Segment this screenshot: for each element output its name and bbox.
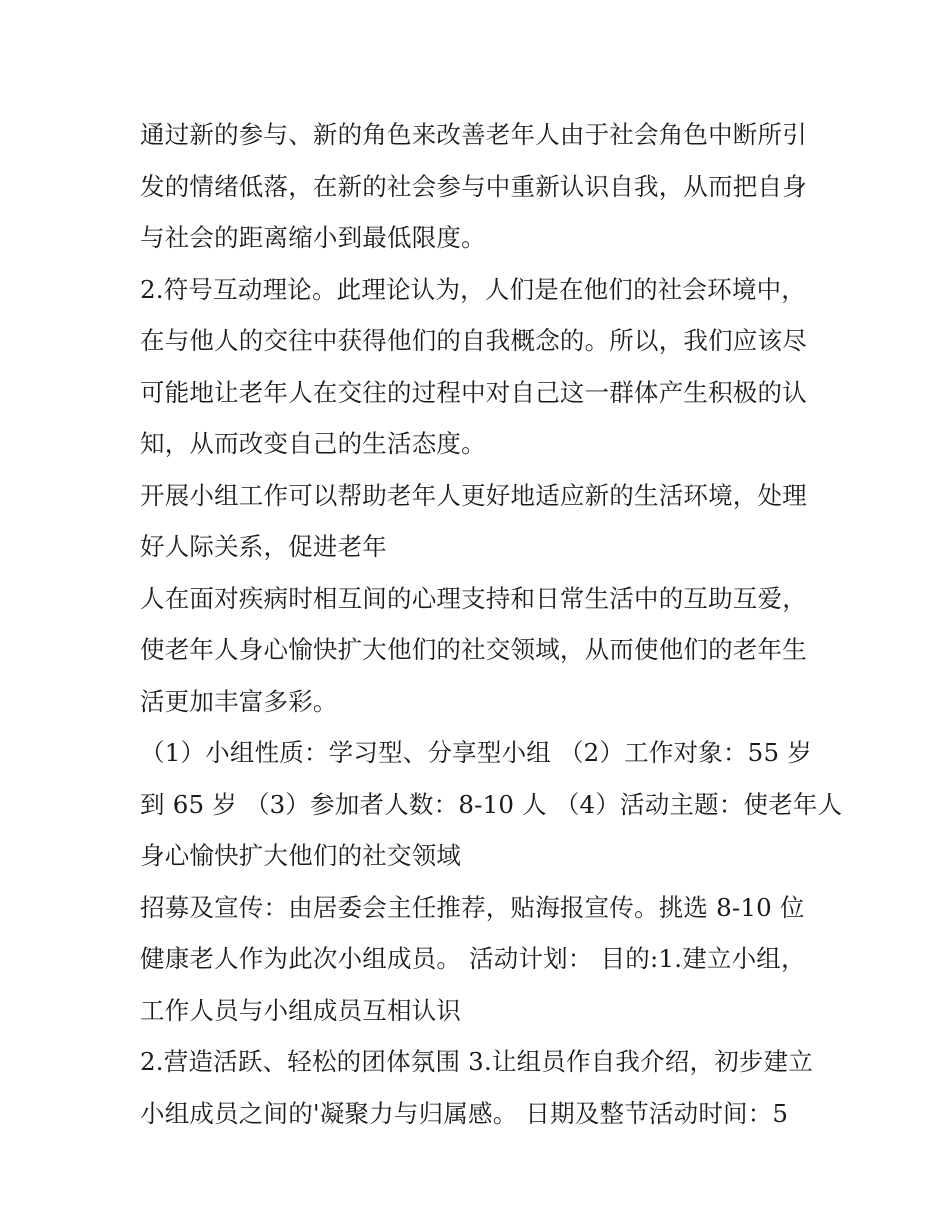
text-line-4: 2.符号互动理论。此理论认为，人们是在他们的社会环境中， <box>140 274 806 304</box>
text-line-11: 使老年人身心愉快扩大他们的社交领域，从而使他们的老年生 <box>140 635 807 664</box>
text-line-3: 与社会的距离缩小到最低限度。 <box>140 223 486 252</box>
text-line-18: 工作人员与小组成员互相认识 <box>140 995 462 1025</box>
text-line-8: 开展小组工作可以帮助老年人更好地适应新的生活环境，处理 <box>140 480 807 510</box>
text-line-12: 活更加丰富多彩。 <box>140 686 338 716</box>
text-line-17: 健康老人作为此次小组成员。 活动计划： 目的:1.建立小组， <box>140 944 806 973</box>
text-line-19: 2.营造活跃、轻松的团体氛围 3.让组员作自我介绍，初步建立 <box>140 1047 814 1076</box>
text-line-9: 好人际关系，促进老年 <box>140 532 387 561</box>
text-line-15: 身心愉快扩大他们的社交领域 <box>140 841 462 870</box>
text-line-13: （1）小组性质：学习型、分享型小组 （2）工作对象：55 岁 <box>140 738 812 767</box>
text-line-6: 可能地让老年人在交往的过程中对自己这一群体产生积极的认 <box>140 377 807 407</box>
text-line-20: 小组成员之间的'凝聚力与归属感。 日期及整节活动时间：5 <box>140 1098 789 1128</box>
text-line-16: 招募及宣传：由居委会主任推荐，贴海报宣传。挑选 8-10 位 <box>140 892 805 922</box>
body-text <box>140 109 843 1139</box>
text-line-10: 人在面对疾病时相互间的心理支持和日常生活中的互助互爱， <box>140 583 807 613</box>
text-line-7: 知，从而改变自己的生活态度。 <box>140 429 486 458</box>
text-line-14: 到 65 岁 （3）参加者人数：8-10 人 （4）活动主题：使老年人 <box>140 789 843 819</box>
text-line-2: 发的情绪低落，在新的社会参与中重新认识自我，从而把自身 <box>140 171 807 201</box>
text-line-5: 在与他人的交往中获得他们的自我概念的。所以，我们应该尽 <box>140 326 807 355</box>
text-line-1: 通过新的参与、新的角色来改善老年人由于社会角色中断所引 <box>140 120 807 149</box>
